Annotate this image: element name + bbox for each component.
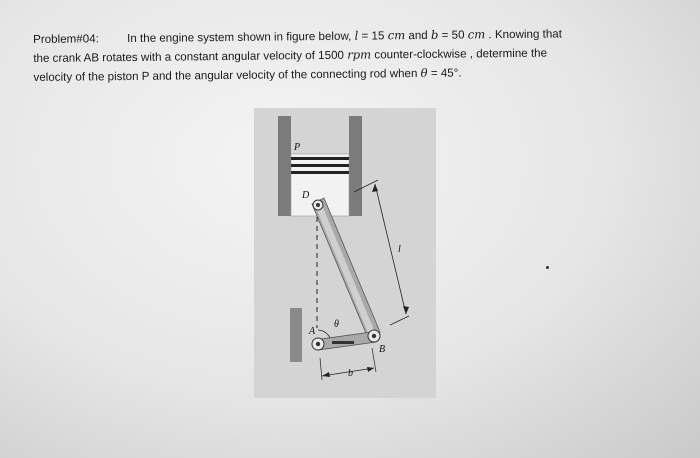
pin-b-center [372,334,376,338]
theta-value: 45°. [440,66,462,80]
label-a: A [309,326,316,337]
text-segment: In the engine system shown in figure below, [127,29,355,46]
text-segment: velocity of the piston P and the angular velocity of the connecting rod when [33,66,421,84]
unit-cm: cm [387,28,406,43]
label-p: P [294,142,301,153]
rpm-value: 1500 [318,48,345,63]
theta-arc [318,330,330,338]
l-value: 15 [371,29,385,43]
label-b-point: B [379,344,386,355]
dimension-extension-bottom [390,316,409,325]
label-l: l [398,244,401,255]
pin-d-center [316,203,320,207]
stray-dot [546,266,549,269]
b-value: 50 [451,28,465,42]
connecting-rod-slot [316,205,374,333]
cylinder-wall-left [278,116,291,216]
unit-cm: cm [467,27,486,42]
cylinder-wall-right [349,116,362,216]
piston-ring [291,164,349,167]
arrow-head [403,306,409,314]
text-eq: = [358,29,372,43]
text-eq: = [438,28,452,42]
engine-diagram [254,108,436,398]
problem-label: Problem#04: [33,32,99,46]
text-segment: . Knowing that [488,27,563,42]
problem-statement [33,23,674,87]
engine-figure [254,108,436,398]
math-theta: θ [420,65,428,80]
unit-rpm: rpm [347,47,372,62]
arrow-head [367,367,374,372]
label-b-dimension: b [348,368,353,379]
math-l: l [354,28,359,43]
crank-slot [332,341,354,344]
text-eq: = [427,66,441,80]
dimension-b-ext-left [320,358,322,380]
piston-ring [291,157,349,160]
piston-ring [291,171,349,174]
text-segment: counter-clockwise , determine the [371,46,548,62]
math-b: b [430,27,439,42]
label-d: D [302,190,310,201]
label-theta: θ [334,319,339,330]
ground-support [290,308,302,362]
dimension-l-line [375,184,406,314]
pin-a-center [316,342,320,346]
arrow-head [372,184,378,192]
arrow-head [322,372,330,377]
text-segment: the crank AB rotates with a constant angular velocity of [33,49,319,65]
text-and: and [405,28,432,43]
